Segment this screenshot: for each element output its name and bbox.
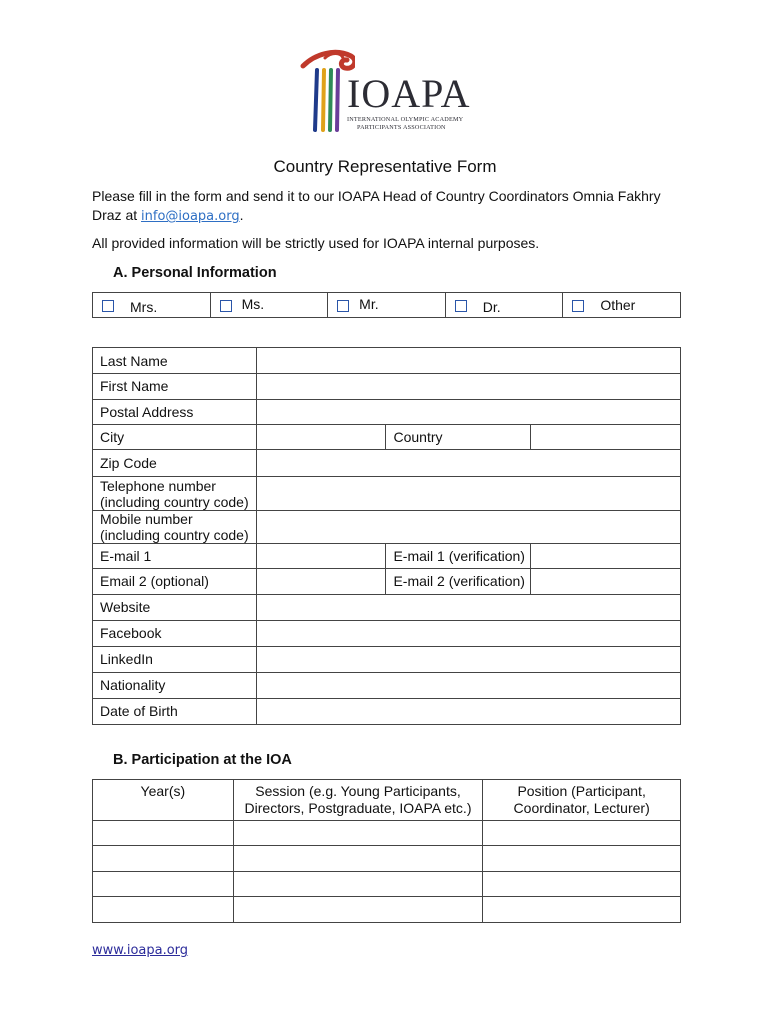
logo-wordmark: IOAPA: [347, 71, 471, 116]
label-zip: Zip Code: [93, 450, 257, 477]
input-facebook[interactable]: [256, 621, 680, 647]
input-city[interactable]: [256, 425, 386, 450]
label-website: Website: [93, 595, 257, 621]
input-position[interactable]: [483, 821, 681, 846]
input-mobile[interactable]: [256, 511, 680, 544]
privacy-notice: All provided information will be strictly used for IOAPA internal purposes.: [92, 235, 540, 251]
checkbox-other[interactable]: [572, 300, 584, 312]
input-date-of-birth[interactable]: [256, 699, 680, 725]
input-website[interactable]: [256, 595, 680, 621]
input-session[interactable]: [233, 897, 483, 923]
input-email2[interactable]: [256, 569, 386, 595]
input-year[interactable]: [93, 821, 234, 846]
column-header-session: Session (e.g. Young Participants, Directors, Postgraduate, IOAPA etc.): [233, 780, 483, 821]
input-position[interactable]: [483, 872, 681, 897]
section-a-heading: A. Personal Information: [113, 265, 277, 281]
label-email1-verification: E-mail 1 (verification): [386, 544, 531, 569]
table-row: [93, 846, 681, 872]
input-country[interactable]: [531, 425, 681, 450]
label-first-name: First Name: [93, 374, 257, 400]
participation-table: [92, 779, 681, 923]
label-email1: E-mail 1: [93, 544, 257, 569]
label-country: Country: [386, 425, 531, 450]
input-year[interactable]: [93, 897, 234, 923]
column-header-years: Year(s): [93, 780, 234, 821]
title-options-table: [92, 292, 681, 318]
logo-subtitle: INTERNATIONAL OLYMPIC ACADEMY PARTICIPANTS ASSOCIATION: [347, 116, 464, 131]
input-email1-verification[interactable]: [531, 544, 681, 569]
label-email2-verification: E-mail 2 (verification): [386, 569, 531, 595]
personal-info-table: [92, 347, 681, 725]
logo-torch-icon: [295, 44, 355, 140]
label-email2: Email 2 (optional): [93, 569, 257, 595]
checkbox-dr[interactable]: [455, 300, 467, 312]
title-option-ms[interactable]: Ms.: [210, 293, 328, 318]
input-postal-address[interactable]: [256, 400, 680, 425]
label-telephone: Telephone number (including country code): [93, 477, 257, 511]
intro-paragraph: Please fill in the form and send it to our IOAPA Head of Country Coordinators Omnia Fakhry Draz at info@ioapa.org.: [92, 188, 661, 224]
column-header-position: Position (Participant, Coordinator, Lecturer): [483, 780, 681, 821]
input-first-name[interactable]: [256, 374, 680, 400]
label-postal-address: Postal Address: [93, 400, 257, 425]
label-nationality: Nationality: [93, 673, 257, 699]
checkbox-ms[interactable]: [220, 300, 232, 312]
input-zip[interactable]: [256, 450, 680, 477]
title-option-mrs[interactable]: Mrs.: [93, 293, 211, 318]
label-mobile: Mobile number (including country code): [93, 511, 257, 544]
label-linkedin: LinkedIn: [93, 647, 257, 673]
input-nationality[interactable]: [256, 673, 680, 699]
input-email2-verification[interactable]: [531, 569, 681, 595]
email-link[interactable]: info@ioapa.org: [141, 209, 240, 224]
input-session[interactable]: [233, 872, 483, 897]
input-position[interactable]: [483, 897, 681, 923]
input-session[interactable]: [233, 846, 483, 872]
input-year[interactable]: [93, 872, 234, 897]
input-telephone[interactable]: [256, 477, 680, 511]
input-year[interactable]: [93, 846, 234, 872]
label-date-of-birth: Date of Birth: [93, 699, 257, 725]
section-b-heading: B. Participation at the IOA: [113, 752, 292, 768]
label-last-name: Last Name: [93, 348, 257, 374]
input-position[interactable]: [483, 846, 681, 872]
label-facebook: Facebook: [93, 621, 257, 647]
label-city: City: [93, 425, 257, 450]
title-option-mr[interactable]: Mr.: [328, 293, 446, 318]
checkbox-mrs[interactable]: [102, 300, 114, 312]
input-last-name[interactable]: [256, 348, 680, 374]
page-title: Country Representative Form: [273, 157, 497, 176]
input-email1[interactable]: [256, 544, 386, 569]
footer-website-link[interactable]: www.ioapa.org: [92, 943, 189, 958]
table-row: [93, 872, 681, 897]
input-linkedin[interactable]: [256, 647, 680, 673]
title-option-other[interactable]: Other: [563, 293, 681, 318]
ioapa-logo: [295, 44, 485, 140]
table-row: [93, 821, 681, 846]
table-row: [93, 897, 681, 923]
input-session[interactable]: [233, 821, 483, 846]
checkbox-mr[interactable]: [337, 300, 349, 312]
title-option-dr[interactable]: Dr.: [445, 293, 563, 318]
